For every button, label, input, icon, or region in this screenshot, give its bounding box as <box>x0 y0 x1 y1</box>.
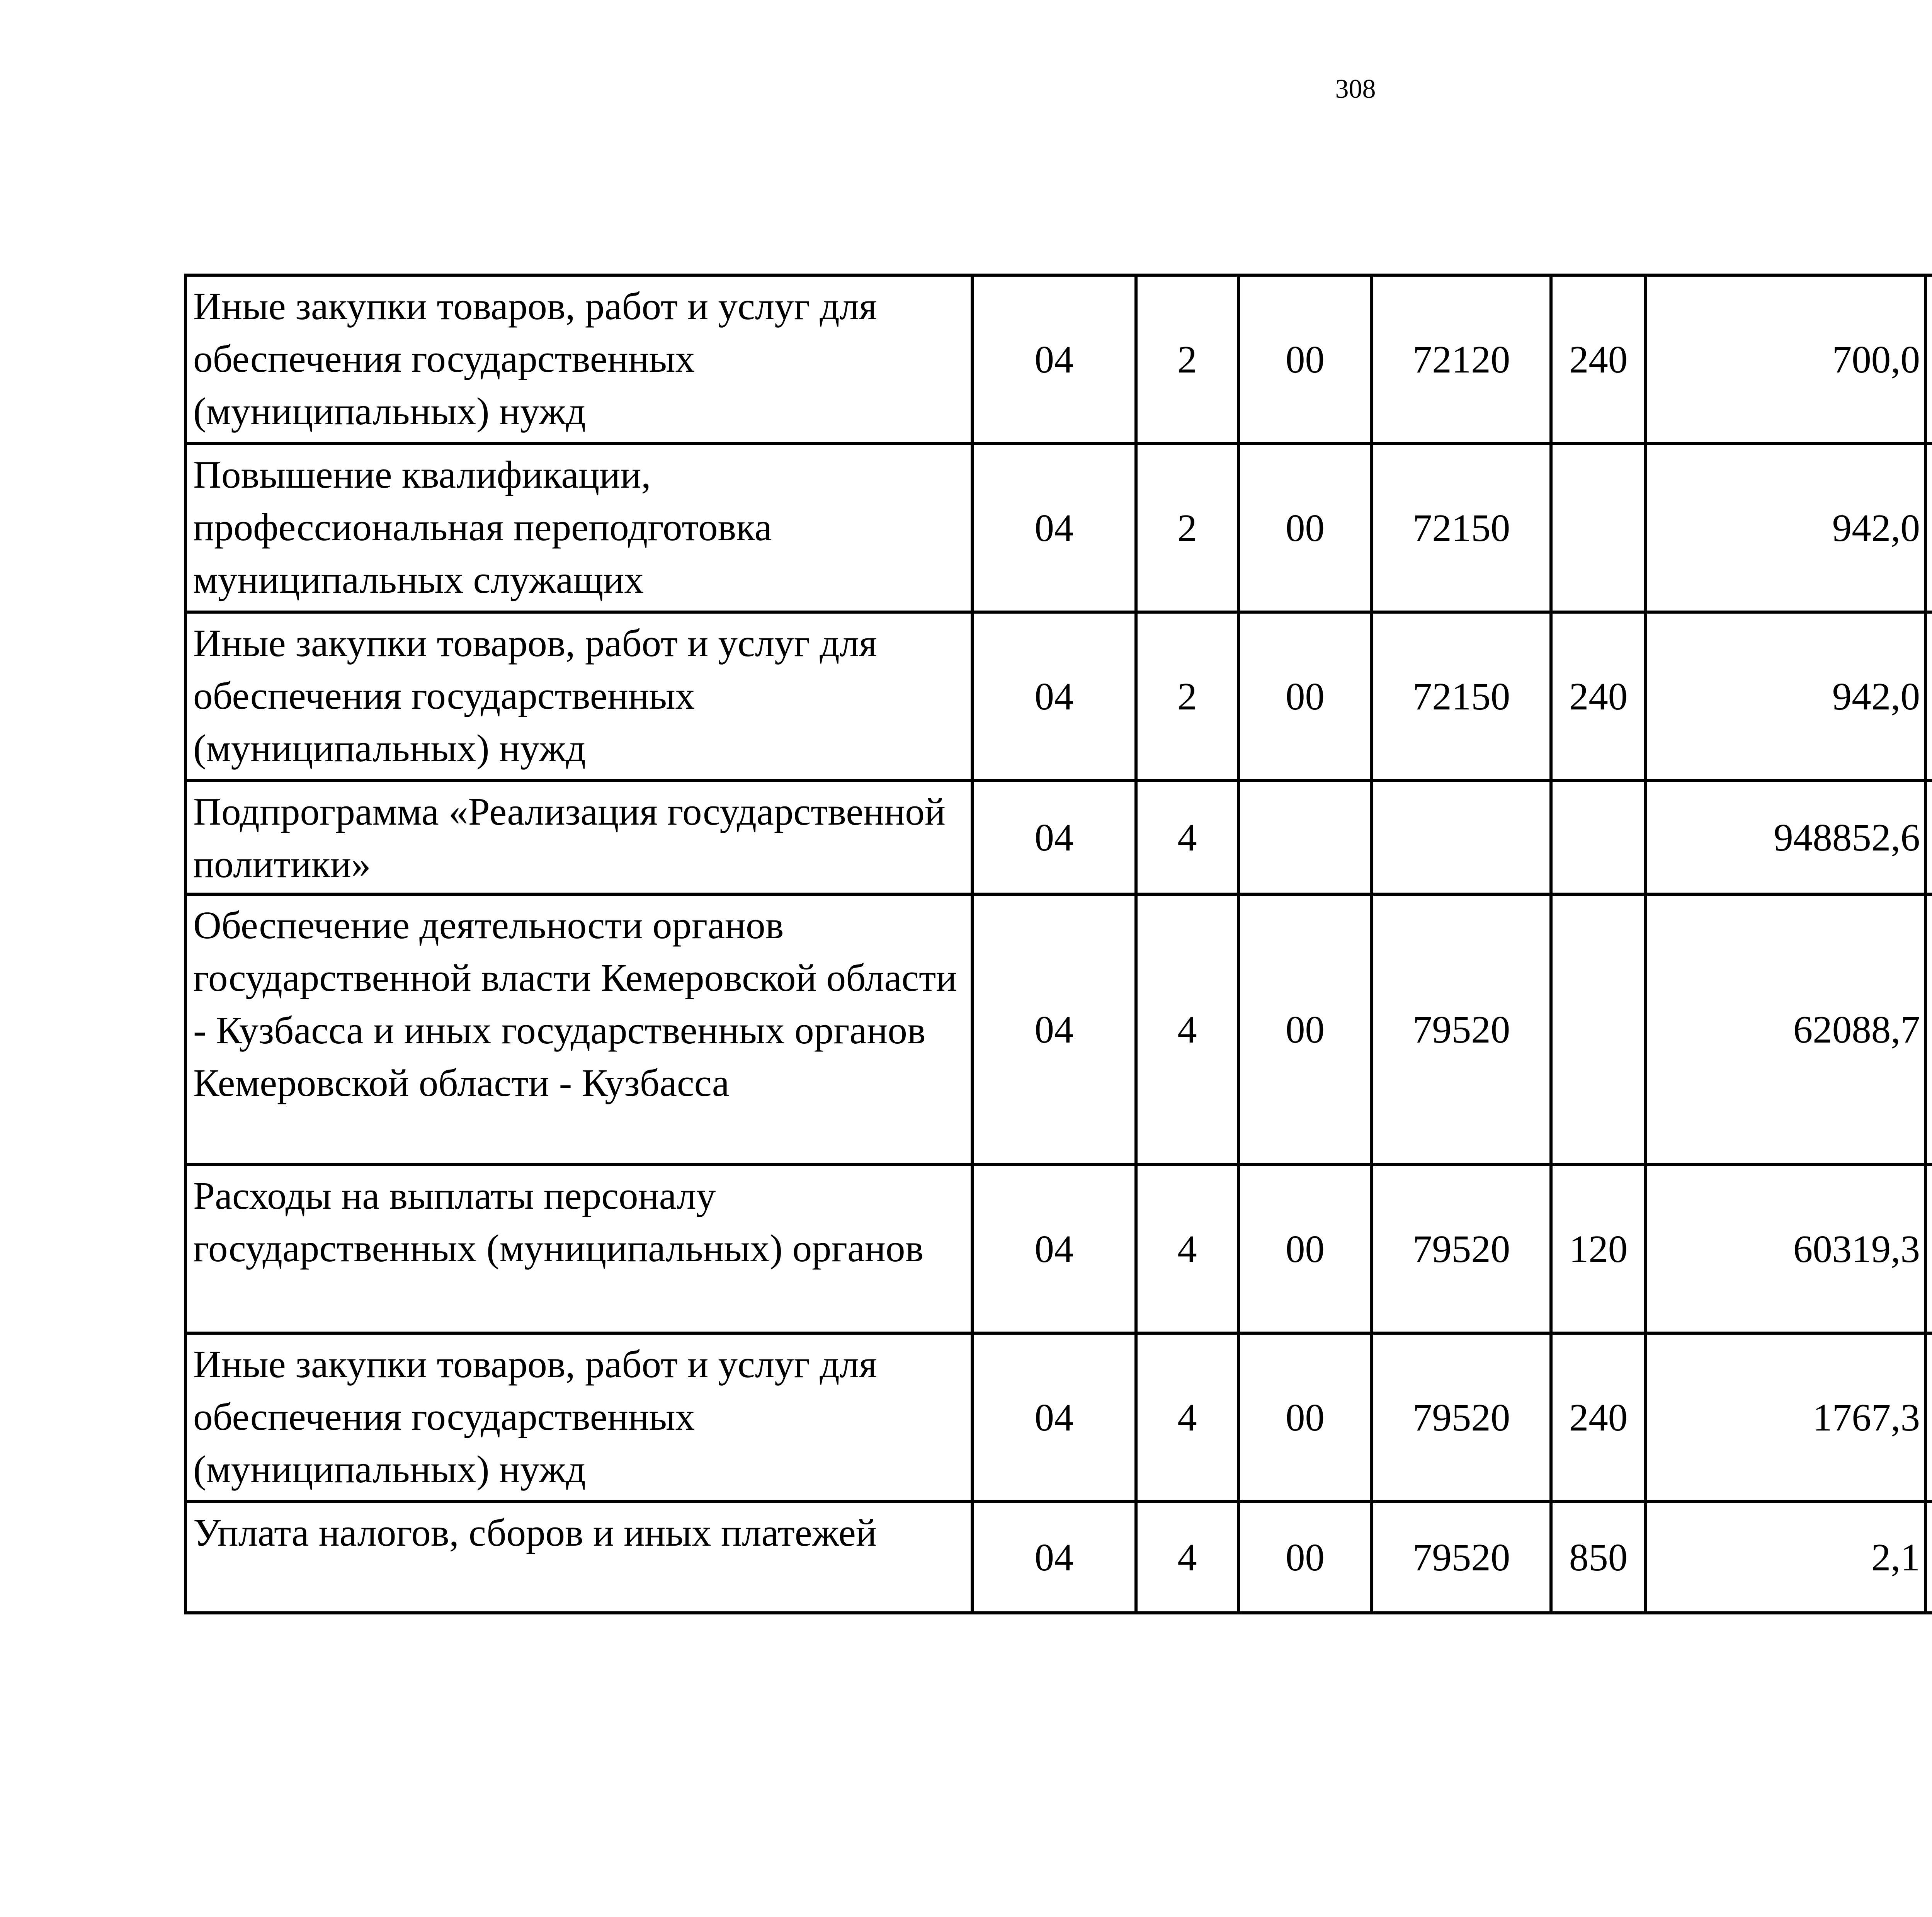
expense-type-code: 240 <box>1551 1333 1646 1502</box>
section-code: 04 <box>972 1165 1136 1333</box>
expense-type-code <box>1551 781 1646 894</box>
direction-code: 72150 <box>1372 444 1551 612</box>
amount-2 <box>1925 1333 1932 1502</box>
expense-type-code <box>1551 894 1646 1165</box>
table-row <box>185 1165 1932 1333</box>
subprogram-code: 00 <box>1238 612 1372 781</box>
amount-1: 60319,3 <box>1646 1165 1925 1333</box>
amount-2 <box>1925 781 1932 894</box>
direction-code: 79520 <box>1372 894 1551 1165</box>
subprogram-code: 00 <box>1238 1333 1372 1502</box>
section-code: 04 <box>972 1502 1136 1613</box>
direction-code: 79520 <box>1372 1165 1551 1333</box>
program-code: 2 <box>1136 444 1238 612</box>
amount-2 <box>1925 612 1932 781</box>
amount-2 <box>1925 894 1932 1165</box>
section-code: 04 <box>972 275 1136 444</box>
row-name: Иные закупки товаров, работ и услуг для обеспечения государственных (муниципальных) нужд <box>185 1333 972 1502</box>
page-number: 308 <box>1335 74 1376 104</box>
section-code: 04 <box>972 781 1136 894</box>
amount-1: 942,0 <box>1646 612 1925 781</box>
amount-2 <box>1925 1502 1932 1613</box>
subprogram-code: 00 <box>1238 894 1372 1165</box>
program-code: 4 <box>1136 1502 1238 1613</box>
subprogram-code: 00 <box>1238 1165 1372 1333</box>
section-code: 04 <box>972 894 1136 1165</box>
program-code: 4 <box>1136 781 1238 894</box>
row-name: Подпрограмма «Реализация государственной политики» <box>185 781 972 894</box>
row-name: Иные закупки товаров, работ и услуг для обеспечения государственных (муниципальных) нужд <box>185 612 972 781</box>
amount-1: 942,0 <box>1646 444 1925 612</box>
expense-type-code <box>1551 444 1646 612</box>
direction-code: 79520 <box>1372 1502 1551 1613</box>
row-name: Расходы на выплаты персоналу государственных (муниципальных) органов <box>185 1165 972 1333</box>
expense-type-code: 120 <box>1551 1165 1646 1333</box>
section-code: 04 <box>972 612 1136 781</box>
amount-2 <box>1925 444 1932 612</box>
expense-type-code: 240 <box>1551 275 1646 444</box>
amount-1: 62088,7 <box>1646 894 1925 1165</box>
subprogram-code <box>1238 781 1372 894</box>
direction-code: 72120 <box>1372 275 1551 444</box>
row-name: Обеспечение деятельности органов государственной власти Кемеровской области - Кузбасса и иных государственных органов Кемеровской области - Кузбасса <box>185 894 972 1165</box>
expense-type-code: 850 <box>1551 1502 1646 1613</box>
section-code: 04 <box>972 1333 1136 1502</box>
row-name: Иные закупки товаров, работ и услуг для обеспечения государственных (муниципальных) нужд <box>185 275 972 444</box>
table-row <box>185 612 1932 781</box>
direction-code: 79520 <box>1372 1333 1551 1502</box>
table-row <box>185 894 1932 1165</box>
direction-code <box>1372 781 1551 894</box>
amount-1: 948852,6 <box>1646 781 1925 894</box>
amount-1: 700,0 <box>1646 275 1925 444</box>
table-row <box>185 1502 1932 1613</box>
table-row <box>185 1333 1932 1502</box>
section-code: 04 <box>972 444 1136 612</box>
row-name: Уплата налогов, сборов и иных платежей <box>185 1502 972 1613</box>
direction-code: 72150 <box>1372 612 1551 781</box>
table-row <box>185 444 1932 612</box>
subprogram-code: 00 <box>1238 1502 1372 1613</box>
row-name: Повышение квалификации, профессиональная переподготовка муниципальных служащих <box>185 444 972 612</box>
program-code: 4 <box>1136 1165 1238 1333</box>
table-row <box>185 781 1932 894</box>
program-code: 2 <box>1136 275 1238 444</box>
subprogram-code: 00 <box>1238 444 1372 612</box>
amount-2 <box>1925 275 1932 444</box>
program-code: 4 <box>1136 1333 1238 1502</box>
amount-2 <box>1925 1165 1932 1333</box>
expense-type-code: 240 <box>1551 612 1646 781</box>
amount-1: 2,1 <box>1646 1502 1925 1613</box>
program-code: 2 <box>1136 612 1238 781</box>
budget-table <box>184 274 1932 1614</box>
amount-1: 1767,3 <box>1646 1333 1925 1502</box>
table-row <box>185 275 1932 444</box>
program-code: 4 <box>1136 894 1238 1165</box>
subprogram-code: 00 <box>1238 275 1372 444</box>
